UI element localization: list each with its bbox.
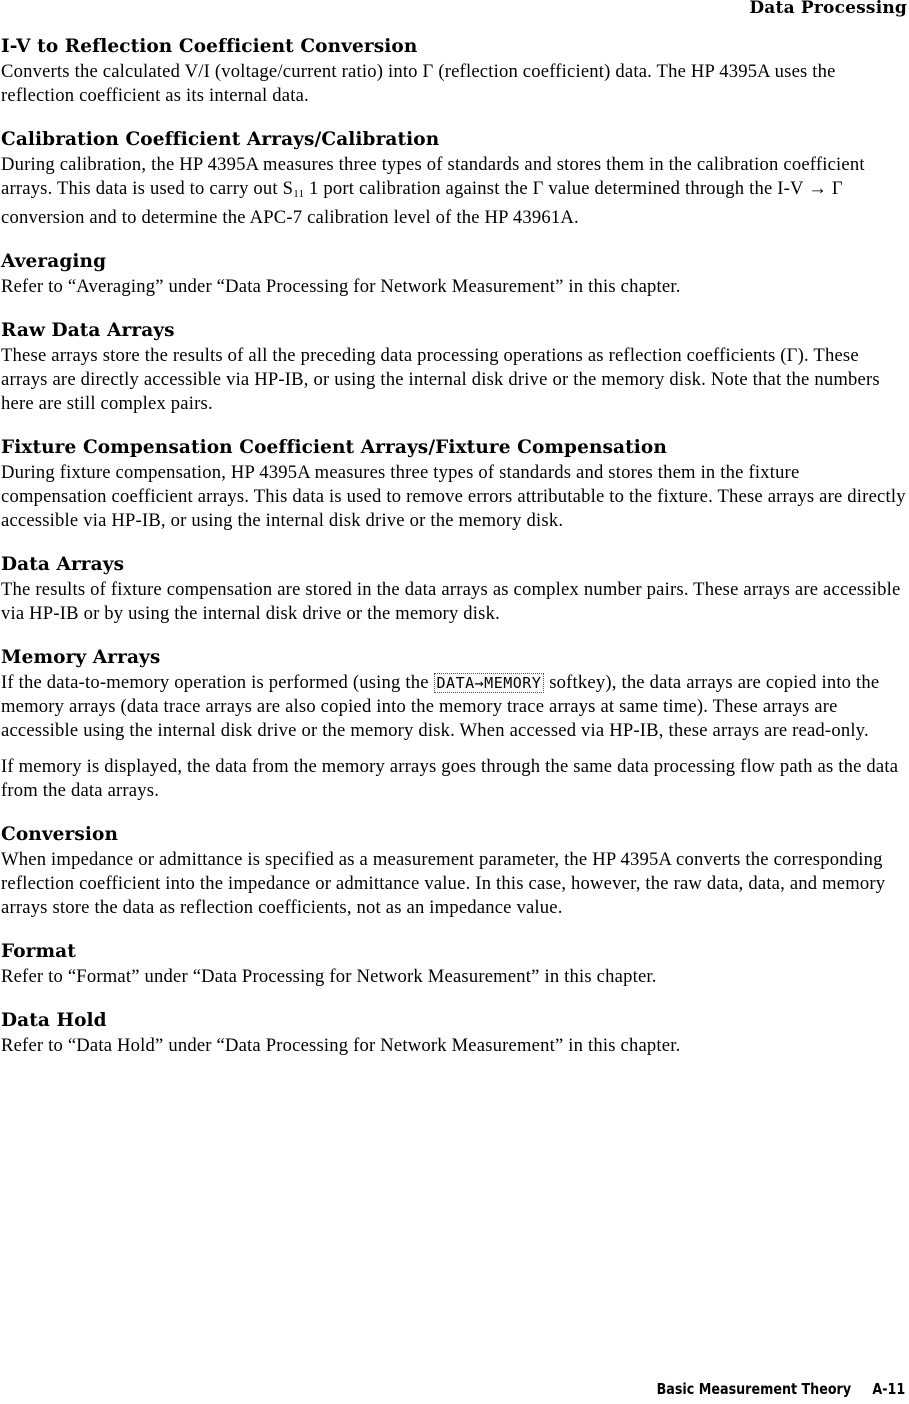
section-heading: Calibration Coefficient Arrays/Calibration — [1, 129, 440, 150]
section-memory-arrays — [1, 645, 906, 803]
section-paragraph — [1, 671, 906, 743]
section-paragraph — [1, 153, 906, 230]
section-paragraph: The results of fixture compensation are stored in the data arrays as complex number pairs. These arrays are accessible via HP-IB or by using the internal disk drive or the memory disk. — [1, 579, 901, 624]
document-body — [1, 34, 906, 1077]
section-paragraph: If memory is displayed, the data from the memory arrays goes through the same data processing flow path as the data from the data arrays. — [1, 756, 899, 801]
section-heading: Data Arrays — [1, 554, 125, 575]
running-header: Data Processing — [749, 0, 907, 18]
paragraph-text: 1 port calibration against the Γ value determined through the I-V → Γ conversion and to determine the APC-7 calibration level of the HP 43961A. — [1, 178, 843, 228]
section-iv-conversion — [1, 34, 906, 108]
section-paragraph: These arrays store the results of all the preceding data processing operations as reflection coefficients (Γ). These arrays are directly accessible via HP-IB, or using the internal disk drive or the memory disk. Note that the numbers here are still complex pairs. — [1, 345, 880, 414]
section-averaging — [1, 249, 906, 299]
section-paragraph: Refer to “Averaging” under “Data Processing for Network Measurement” in this chapter. — [1, 276, 681, 297]
section-heading: Conversion — [1, 824, 119, 845]
section-heading: Memory Arrays — [1, 647, 161, 668]
subscript-11: 11 — [293, 188, 305, 200]
data-to-memory-softkey: DATA→MEMORY — [434, 673, 545, 693]
paragraph-text: softkey), the data arrays are copied into the memory arrays (data trace arrays are also copied into the memory trace arrays at same time). These arrays are accessible using the internal disk drive or the memory disk. When accessed via HP-IB, these arrays are read-only. — [1, 672, 880, 741]
section-paragraph: Refer to “Format” under “Data Processing for Network Measurement” in this chapter. — [1, 966, 657, 987]
section-paragraph: Converts the calculated V/I (voltage/current ratio) into Γ (reflection coefficient) data. The HP 4395A uses the reflection coefficient as its internal data. — [1, 61, 836, 106]
section-heading: Fixture Compensation Coefficient Arrays/Fixture Compensation — [1, 437, 667, 458]
section-heading: Format — [1, 941, 76, 962]
section-raw-data-arrays — [1, 318, 906, 416]
section-data-arrays — [1, 552, 906, 626]
section-data-hold — [1, 1008, 906, 1058]
section-fixture-compensation — [1, 435, 906, 533]
section-paragraph: During fixture compensation, HP 4395A measures three types of standards and stores them in the fixture compensation coefficient arrays. This data is used to remove errors attributable to the fixture. These arrays are directly accessible via HP-IB, or using the internal disk drive or the memory disk. — [1, 462, 906, 531]
page-footer — [656, 1380, 905, 1398]
footer-chapter-title: Basic Measurement Theory — [656, 1380, 851, 1398]
paragraph-text: During calibration, the HP 4395A measures three types of standards and stores them in the calibration coefficient arrays. This data is used to carry out S — [1, 154, 865, 199]
section-heading: Averaging — [1, 251, 107, 272]
section-calibration — [1, 127, 906, 230]
section-conversion — [1, 822, 906, 920]
section-heading: Raw Data Arrays — [1, 320, 175, 341]
section-paragraph: Refer to “Data Hold” under “Data Processing for Network Measurement” in this chapter. — [1, 1035, 681, 1056]
page-number: A-11 — [872, 1380, 905, 1398]
section-heading: Data Hold — [1, 1010, 107, 1031]
section-format — [1, 939, 906, 989]
section-paragraph: When impedance or admittance is specified as a measurement parameter, the HP 4395A converts the corresponding reflection coefficient into the impedance or admittance value. In this case, however, the raw data, data, and memory arrays store the data as reflection coefficients, not as an impedance value. — [1, 849, 886, 918]
paragraph-text: If the data-to-memory operation is performed (using the — [1, 672, 434, 693]
section-heading: I-V to Reflection Coefficient Conversion — [1, 36, 418, 57]
